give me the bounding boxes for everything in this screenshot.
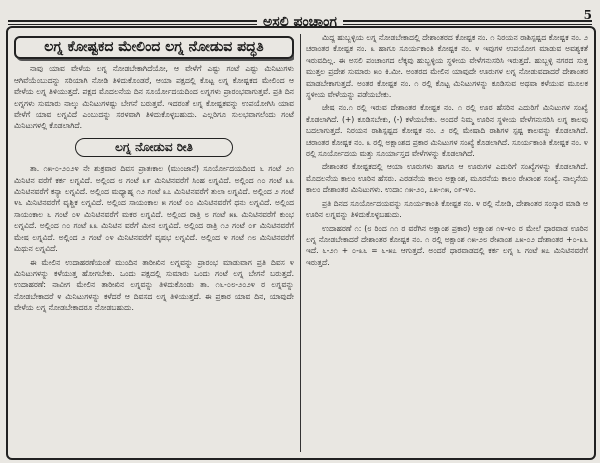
- rest-paragraph: ಈ ಮೇಲಿನ ಉದಾಹರಣೆಯಂತೆ ಮುಂದಿನ ತಾರೀಖಿನ ಲಗ್ನವನ್ನು ಪ್ರಾರಂಭ ಮಾಡುವಾಗ ಪ್ರತಿ ದಿವಸ ೪ ಮಿನಿಟುಗಳನ್ನು ಕಳೆಯುತ್ತ ಹೋಗಬೇಕು. ಒಂದು ಪಕ್ಷದಲ್ಲಿ ಸುಮಾರು ಒಂದು ಗಂಟೆ ಲಗ್ನ ಬೇಗನೆ ಬರುತ್ತದೆ. ಉದಾಹರಣೆ: ನಾವೀಗ ಮೇಲಿನ ತಾರೀಖಿನ ಲಗ್ನವನ್ನು ತಿಳಿದುಕೊಂಡು ತಾ. ೧೬-೦೮-೨೦೨೪ ರ ಲಗ್ನವನ್ನು ನೋಡಬೇಕಾದರೆ ೪ ಮಿನಿಟುಗಳನ್ನು ಕಳೆದರೆ ಆ ದಿವಸದ ಲಗ್ನ ತಿಳಿಯುತ್ತದೆ. ಈ ಪ್ರಕಾರ ಯಾವ ದಿನ, ಯಾವುದೇ ವೇಳೆಯ ಲಗ್ನ ನೋಡಬೇಕಾದರೂ ನೋಡಬಹುದು.: [14, 257, 294, 313]
- paragraph-1: ಮಿದ್ದ ಹುಬ್ಬಳ್ಳಿಯ ಲಗ್ನ ನೋಡಬೇಕಾದಲ್ಲಿ ದೇಶಾಂತರದ ಕೋಷ್ಟಕ ನಂ. ೧ ನಿರಯನ ರಾಶಿಸ್ಪಷ್ಟದ ಕೋಷ್ಟಕ ನಂ. ೨ ಚರಾಂತರ ಕೋಷ್ಟಕ ನಂ. ೩ ಹಾಗೂ ಸೂರ್ಯಕಾಂತಿ ಕೋಷ್ಟಕ ನಂ. ೪ ಇವುಗಳ ಉಪಯೋಗ ಮಾಡುವ ಅವಶ್ಯಕತೆ ಇರುವದಿಲ್ಲ. ಈ ಅಸಲಿ ಪಂಚಾಂಗದ ಲೆಕ್ಕವು ಹುಬ್ಬಳ್ಳಿಯ ಸ್ಥಳೀಯ ವೇಳೆಗನುಸರಿಸಿ ಇರುತ್ತದೆ. ಹುಬ್ಬಳ್ಳಿ ನಗರದ ಸುತ್ತ ಮುತ್ತಲ ಪ್ರದೇಶ ಸುಮಾರು ೫೦ ಕಿ.ಮೀ. ಅಂತರದ ಮೇಲಿನ ಯಾವುದೇ ಊರುಗಳ ಲಗ್ನ ನೋಡುವದಾದರೆ ದೇಶಾಂತರ ಮಾಡಬೇಕಾಗುತ್ತದೆ. ಅಂತರ ಕೋಷ್ಟಕ ನಂ. ೧ ರಲ್ಲಿ ಕೊಟ್ಟ ಮಿನಿಟುಗಳನ್ನು ಕೂಡಿಸುವ ಅಥವಾ ಕಳೆಯುವ ಮೂಲಕ ಸ್ಥಳೀಯ ವೇಳೆಯನ್ನು ಪಡೆಯಬೇಕು.: [306, 33, 588, 100]
- header-rule-right: [343, 20, 592, 25]
- page-frame: [6, 26, 596, 460]
- right-column: [306, 32, 588, 454]
- section-title: ಲಗ್ನ ಕೋಷ್ಟಕದ ಮೇಲಿಂದ ಲಗ್ನ ನೋಡುವ ಪದ್ಧತಿ: [14, 36, 294, 59]
- intro-paragraph: ನಾವು ಯಾವ ವೇಳೆಯ ಲಗ್ನ ನೋಡಬೇಕಾಗಿದೆಯೋ, ಆ ವೇಳೆಗೆ ಎಷ್ಟು ಗಂಟೆ ಎಷ್ಟು ಮಿನಿಟುಗಳು ಆಗಿವೆಯೆಂಬುದನ್ನು ಸರಿಯಾಗಿ ನೋಡಿ ತಿಳಿದುಕೊಂಡರೆ, ಆಯಾ ಪಕ್ಷದಲ್ಲಿ ಕೊಟ್ಟ ಲಗ್ನ ಕೋಷ್ಟಕದ ಮೇಲಿಂದ ಆ ವೇಳೆಯ ಲಗ್ನ ತಿಳಿಯುತ್ತದೆ. ಪಕ್ಷದ ಮೊದಲನೆಯ ದಿನ ಸೂರ್ಯೋದಯದಿಂದ ಲಗ್ನಗಳು ಪ್ರಾರಂಭವಾಗುತ್ತವೆ. ಪ್ರತಿ ದಿನ ಲಗ್ನಗಳು ಸುಮಾರು ನಾಲ್ಕು ಮಿನಿಟುಗಳಷ್ಟು ಬೇಗನೆ ಬರುತ್ತವೆ. ಇದರಂತೆ ಲಗ್ನ ಕೋಷ್ಟಕವನ್ನು ಉಪಯೋಗಿಸಿ ಯಾವ ವೇಳೆಗೆ ಯಾವ ಲಗ್ನವಿದೆ ಎಂಬುದನ್ನು ಸರಳವಾಗಿ ತಿಳಿದುಕೊಳ್ಳಬಹುದು. ಎಲ್ಲರಿಗೂ ಸುಲಭವಾಗಲೆಂದು ಗಂಟೆ ಮಿನಿಟುಗಳಲ್ಲಿ ಕೊಡಲಾಗಿದೆ.: [14, 64, 294, 131]
- column-divider: [300, 34, 301, 452]
- paragraph-3: ದೇಶಾಂತರ ಕೋಷ್ಟಕದಲ್ಲಿ ಆಯಾ ಊರುಗಳು ಹಾಗೂ ಆ ಊರುಗಳ ಎದುರಿಗೆ ಸಂಖ್ಯೆಗಳನ್ನು ಕೊಡಲಾಗಿದೆ. ಮೊದಲನೆಯ ಕಾಲಂ ಊರಿನ ಹೆಸರು. ಎರಡನೆಯ ಕಾಲಂ ಅಕ್ಷಾಂಶ, ಮೂರನೆಯ ಕಾಲಂ ರೇಖಾಂಶ ಸಂಖ್ಯೆ. ನಾಲ್ಕನೆಯ ಕಾಲಂ ದೇಶಾಂತರ ಮಿನಿಟುಗಳು. ಉದಾ: ೧೫-೨೦, ೭೫-೧೫, ೦೯-೪೦.: [306, 162, 588, 195]
- example-paragraph: ತಾ. ೧೫-೦-೨೦೨೪ ನೇ ಶುಕ್ರವಾರ ದಿವಸ ಪ್ರಾತಃಕಾಲ (ಮುಂಜಾನೆ) ಸೂರ್ಯೋದಯದಿಂದ ೬ ಗಂಟೆ ೨೧ ಮಿನಿಟಿನ ವರೆಗೆ ಕರ್ಕ ಲಗ್ನವಿದೆ. ಅಲ್ಲಿಂದ ೮ ಗಂಟೆ ೩೯ ಮಿನಿಟಿನವರೆಗೆ ಸಿಂಹ ಲಗ್ನವಿದೆ. ಅಲ್ಲಿಂದ ೧೦ ಗಂಟೆ ೩೩ ಮಿನಿಟಿನವರೆಗೆ ಕನ್ಯಾ ಲಗ್ನವಿದೆ. ಅಲ್ಲಿಂದ ಮಧ್ಯಾಹ್ನ ೧೨ ಗಂಟೆ ೩೭ ಮಿನಿಟಿನವರೆಗೆ ತುಲಾ ಲಗ್ನವಿದೆ. ಅಲ್ಲಿಂದ ೨ ಗಂಟೆ ೪೬ ಮಿನಿಟಿನವರೆಗೆ ವೃಶ್ಚಿಕ ಲಗ್ನವಿದೆ. ಅಲ್ಲಿಂದ ಸಾಯಂಕಾಲ ೫ ಗಂಟೆ ೦೦ ಮಿನಿಟಿನವರೆಗೆ ಧನು ಲಗ್ನವಿದೆ. ಅಲ್ಲಿಂದ ಸಾಯಂಕಾಲ ೬ ಗಂಟೆ ೦೪ ಮಿನಿಟಿನವರೆಗೆ ಮಕರ ಲಗ್ನವಿದೆ. ಅಲ್ಲಿಂದ ರಾತ್ರಿ ೮ ಗಂಟೆ ೫೩ ಮಿನಿಟಿನವರೆಗೆ ಕುಂಭ ಲಗ್ನವಿದೆ. ಅಲ್ಲಿಂದ ೧೦ ಗಂಟೆ ೩೩ ಮಿನಿಟಿನ ವರೆಗೆ ಮೀನ ಲಗ್ನವಿದೆ. ಅಲ್ಲಿಂದ ರಾತ್ರಿ ೧೨ ಗಂಟೆ ೦೯ ಮಿನಿಟಿನವರೆಗೆ ಮೇಷ ಲಗ್ನವಿದೆ. ಅಲ್ಲಿಂದ ೨ ಗಂಟೆ ೦೪ ಮಿನಿಟಿನವರೆಗೆ ವೃಷಭ ಲಗ್ನವಿದೆ. ಅಲ್ಲಿಂದ ೪ ಗಂಟೆ ೧೮ ಮಿನಿಟಿನವರೆಗೆ ಮಿಥುನ ಲಗ್ನವಿದೆ.: [14, 164, 294, 254]
- left-column: [14, 32, 294, 454]
- header-title: ಅಸಲಿ ಪಂಚಾಂಗ: [263, 14, 337, 30]
- section-subtitle: ಲಗ್ನ ನೋಡುವ ರೀತಿ: [75, 138, 233, 157]
- page-number: 5: [583, 8, 592, 22]
- paragraph-4: ಪ್ರತಿ ದಿನದ ಸೂರ್ಯೋದಯವನ್ನು ಸೂರ್ಯಕಾಂತಿ ಕೋಷ್ಟಕ ನಂ. ೪ ರಲ್ಲಿ ನೋಡಿ, ದೇಶಾಂತರ ಸಂಸ್ಕಾರ ಮಾಡಿ ಆ ಊರಿನ ಲಗ್ನವನ್ನು ತಿಳಿದುಕೊಳ್ಳಬಹುದು.: [306, 198, 588, 220]
- paragraph-5: ಉದಾಹರಣೆ ೧: (೮ ರಿಂದ ೧೧ ರ ವರೆಗಿನ ಅಕ್ಷಾಂಶ ಪ್ರಕಾರ) ಅಕ್ಷಾಂಶ ೧೪-೪೦ ರ ಮೇಲೆ ಧಾರವಾಡ ಊರಿನ ಲಗ್ನ ನೋಡಬೇಕಾದರೆ ದೇಶಾಂತರ ಕೋಷ್ಟಕ ನಂ. ೧ ರಲ್ಲಿ ಅಕ್ಷಾಂಶ ೧೫-೨೮ ರೇಖಾಂಶ ೭೫-೦೨ ದೇಶಾಂತರ +೦-೩೬ ಇದೆ. ೬-೨೧ + ೦-೩೬ = ೬-೫೭ ಆಗುತ್ತದೆ. ಅಂದರೆ ಧಾರವಾಡದಲ್ಲಿ ಕರ್ಕ ಲಗ್ನ ೬ ಗಂಟೆ ೫೭ ಮಿನಿಟಿನವರೆಗೆ ಇರುತ್ತದೆ.: [306, 223, 588, 267]
- paragraph-2: ಜೇಷ ನಂ.೧ ರಲ್ಲಿ ಇರುವ ದೇಶಾಂತರ ಕೋಷ್ಟಕ ನಂ. ೧ ರಲ್ಲಿ ಊರ ಹೆಸರಿನ ಎದುರಿಗೆ ಮಿನಿಟುಗಳ ಸಂಖ್ಯೆ ಕೊಡಲಾಗಿದೆ. (+) ಕೂಡಿಸಬೇಕು, (-) ಕಳೆಯಬೇಕು. ಅಂದರೆ ನಿಮ್ಮ ಊರಿನ ಸ್ಥಳೀಯ ವೇಳೆಗನುಸರಿಸಿ ಲಗ್ನ ಕಾಲವು ಬದಲಾಗುತ್ತದೆ. ನಿರಯನ ರಾಶಿಸ್ಪಷ್ಟದ ಕೋಷ್ಟಕ ನಂ. ೨ ರಲ್ಲಿ ಮೇಷಾದಿ ರಾಶಿಗಳ ಸ್ಪಷ್ಟ ಕಾಲವನ್ನು ಕೊಡಲಾಗಿದೆ. ಚರಾಂತರ ಕೋಷ್ಟಕ ನಂ. ೩ ರಲ್ಲಿ ಅಕ್ಷಾಂಶದ ಪ್ರಕಾರ ಮಿನಿಟುಗಳ ಸಂಖ್ಯೆ ಕೊಡಲಾಗಿದೆ. ಸೂರ್ಯಕಾಂತಿ ಕೋಷ್ಟಕ ನಂ. ೪ ರಲ್ಲಿ ಸೂರ್ಯೋದಯ ಮತ್ತು ಸೂರ್ಯಾಸ್ತದ ವೇಳೆಗಳನ್ನು ಕೊಡಲಾಗಿದೆ.: [306, 103, 588, 159]
- header-rule-left: [8, 20, 257, 25]
